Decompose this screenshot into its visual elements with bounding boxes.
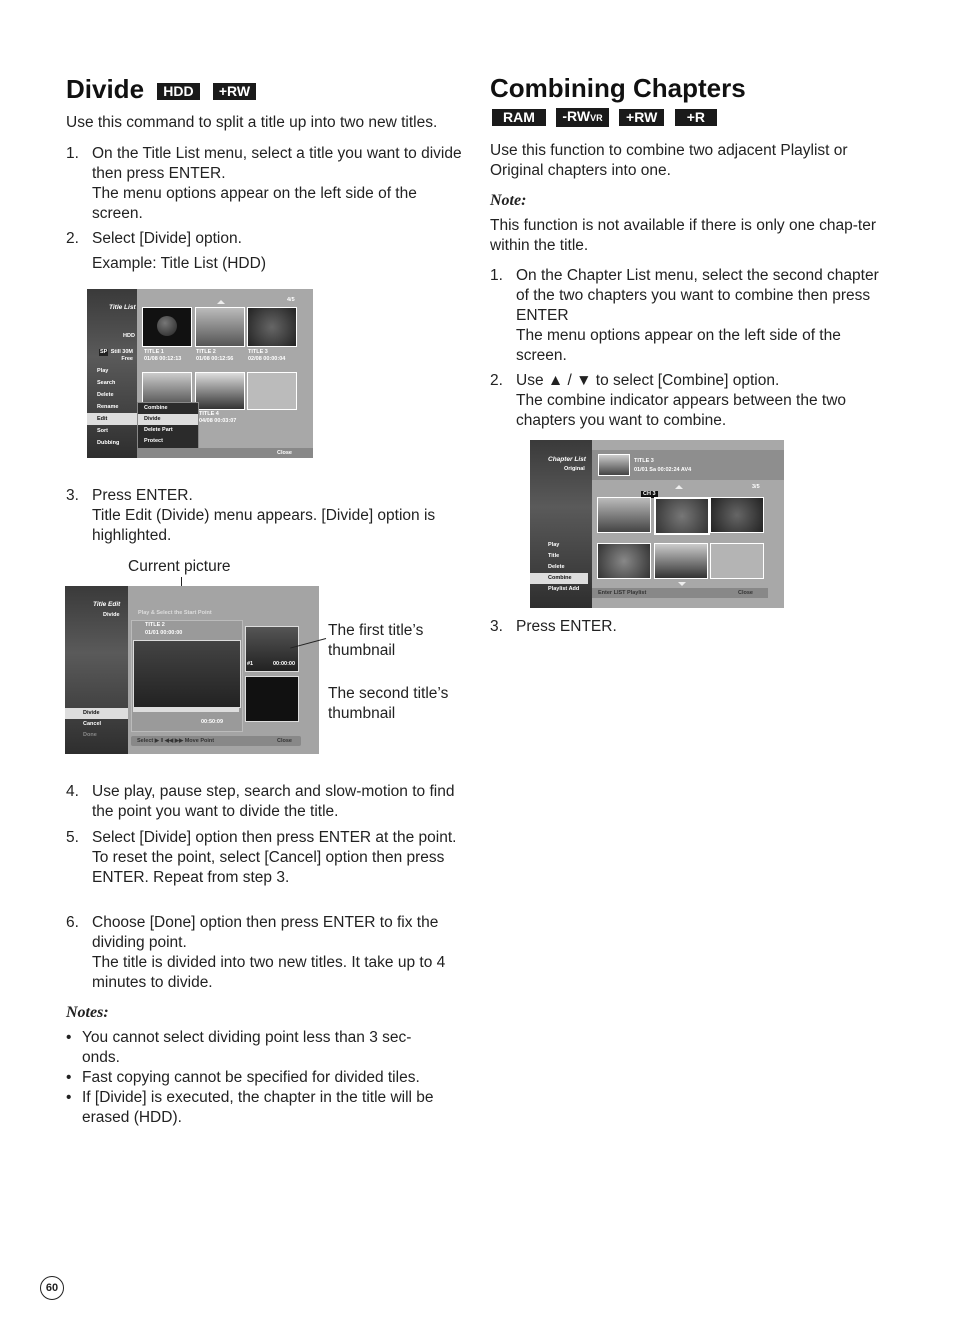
screen2-thumb-num: #1 (247, 661, 254, 667)
screen1-sub-combine: Combine (144, 405, 168, 411)
tag-minus-rw-vr: -RWVR (556, 108, 608, 127)
title-edit-screenshot (65, 586, 319, 754)
tag-plus-rw-2: +RW (619, 109, 664, 126)
chapter-list-screenshot (530, 440, 784, 608)
screen3-title: TITLE 3 (634, 458, 654, 464)
divide-title: Divide HDD +RW (66, 74, 256, 104)
screen3-menu-title: Title (548, 553, 560, 559)
screen2-second-thumb (245, 676, 299, 722)
screen1-thumb-2 (195, 307, 245, 347)
screen2-info: 01/01 00:00:00 (145, 630, 183, 636)
screen3-info: 01/01 Sa 00:02:24 AV4 (634, 467, 692, 473)
screen1-title-3: TITLE 3 (248, 349, 268, 355)
screen3-sub: Original (564, 466, 585, 472)
screen3-chapter-3 (710, 497, 764, 533)
screen2-menu (65, 708, 128, 741)
screen1-submenu (137, 402, 199, 450)
screen3-title-thumb (598, 454, 630, 476)
screen1-title-2: TITLE 2 (196, 349, 216, 355)
screen1-menu-sort: Sort (97, 428, 108, 434)
combine-title: Combining Chapters (490, 73, 746, 103)
screen1-sp: SP (100, 349, 108, 355)
label-second-thumbnail: The second title’s thumbnail (328, 685, 449, 722)
screen3-menu-combine: Combine (530, 573, 588, 584)
divide-intro: Use this command to split a title up into two new titles. (66, 114, 438, 131)
combine-intro: Use this function to combine two adjacent Playlist or Original chapters into one. (490, 142, 848, 179)
screen3-menu-play: Play (548, 542, 560, 548)
screen2-menu-divide: Divide (65, 708, 128, 719)
screen3-menu-playlist-add: Playlist Add (548, 586, 580, 592)
tag-plus-rw: +RW (213, 83, 256, 100)
screen3-chapter-1 (597, 497, 651, 533)
screen1-thumb-6 (247, 372, 297, 410)
screen1-sub-delete-part: Delete Part (144, 427, 173, 433)
screen2-time: 00:50:09 (201, 719, 224, 725)
tag-plus-r: +R (675, 109, 717, 126)
screen1-menu-play: Play (97, 368, 109, 374)
tag-hdd: HDD (157, 83, 199, 100)
screen3-close: Close (738, 590, 753, 596)
screen1-header: Title List (109, 304, 136, 311)
screen3-header: Chapter List (548, 456, 586, 463)
screen1-count: 4/5 (287, 297, 295, 303)
screen1-free: Still 30M Free (110, 349, 133, 362)
screen1-menu-search: Search (97, 380, 116, 386)
screen1-title-4: TITLE 4 (199, 411, 219, 417)
screen2-current-picture (133, 640, 241, 708)
screen1-info-3: 02/08 00:00:04 (248, 356, 286, 362)
tag-ram: RAM (492, 109, 546, 126)
label-first-thumbnail: The first title’s thumbnail (328, 622, 424, 659)
label-current-picture: Current picture (128, 558, 231, 575)
screen1-close: Close (277, 450, 292, 456)
screen1-hdd: HDD (123, 333, 135, 339)
screen2-title: TITLE 2 (145, 622, 165, 628)
screen2-header: Title Edit (93, 601, 121, 608)
screen3-badge: CH 3 (643, 491, 656, 497)
divide-notes-title: Notes: (66, 1004, 109, 1021)
combine-note-title: Note: (490, 192, 527, 209)
screen3-chapter-6 (710, 543, 764, 579)
screen2-sub: Divide (103, 612, 120, 618)
screen2-menu-done: Done (83, 732, 97, 738)
screen2-footer: Select ▶ ‖ ◀◀ ▶▶ Move Point (137, 738, 215, 744)
screen3-menu (530, 540, 588, 595)
screen1-thumb-3 (247, 307, 297, 347)
screen1-title-1: TITLE 1 (144, 349, 164, 355)
screen1-menu-rename: Rename (97, 404, 119, 410)
screen2-prompt: Play & Select the Start Point (138, 610, 212, 616)
page-number: 60 (40, 1276, 64, 1300)
screen3-menu-delete: Delete (548, 564, 565, 570)
screen1-thumb-1 (142, 307, 192, 347)
screen3-count: 3/5 (752, 484, 760, 490)
screen2-menu-cancel: Cancel (83, 721, 102, 727)
screen1-menu-edit: Edit (87, 413, 137, 425)
screen3-footer: Enter LIST Playlist (598, 590, 647, 596)
combine-note: This function is not available if there is only one chap-ter within the title. (490, 217, 876, 254)
screen1-info-2: 01/08 00:12:56 (196, 356, 234, 362)
screen1-menu-delete: Delete (97, 392, 114, 398)
screen3-chapter-5 (654, 543, 708, 579)
combine-tags (492, 108, 717, 127)
screen2-thumb-time: 00:00:00 (273, 661, 296, 667)
screen3-chapter-2 (654, 497, 710, 535)
title-list-screenshot (87, 289, 313, 458)
screen1-menu-dubbing: Dubbing (97, 440, 120, 446)
screen2-close: Close (277, 738, 292, 744)
screen1-info-4: 04/08 00:03:07 (199, 418, 237, 424)
screen1-sub-divide: Divide (138, 414, 198, 425)
screen1-menu (87, 365, 137, 449)
screen1-sub-protect: Protect (144, 438, 163, 444)
screen1-info-1: 01/08 00:12:13 (144, 356, 182, 362)
